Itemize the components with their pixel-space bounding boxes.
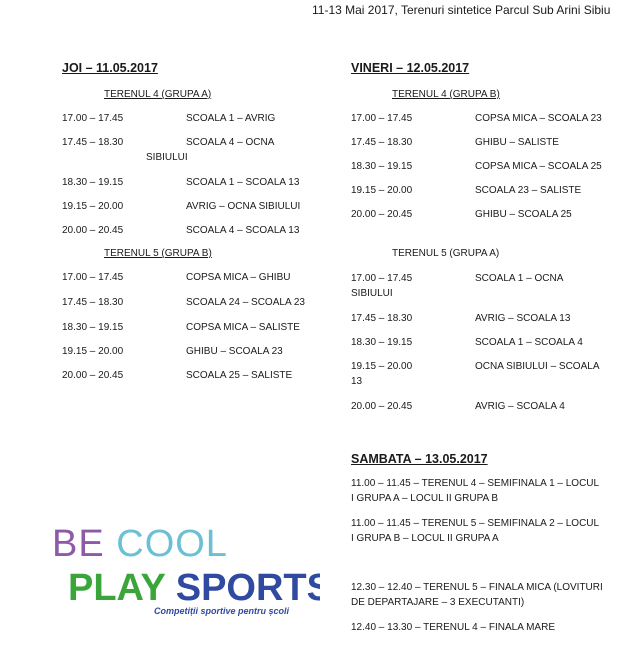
thu-a-match-5: SCOALA 4 – SCOALA 13 bbox=[186, 225, 300, 236]
fri-b-time-3: 18.30 – 19.15 bbox=[351, 161, 413, 172]
sat-item-2-line-1: 11.00 – 11.45 – TERENUL 5 – SEMIFINALA 2 – LOCUL bbox=[351, 518, 600, 529]
group-title-thu-a: TERENUL 4 (GRUPA A) bbox=[104, 89, 212, 100]
fri-a-match-4: OCNA SIBIULUI – SCOALA bbox=[475, 361, 600, 372]
day-title-thursday: JOI – 11.05.2017 bbox=[62, 61, 158, 75]
fri-b-match-1: COPSA MICA – SCOALA 23 bbox=[475, 113, 602, 124]
thu-a-match-2-cont: SIBIULUI bbox=[146, 152, 188, 163]
fri-a-time-1: 17.00 – 17.45 bbox=[351, 273, 413, 284]
runner-stripes-graphic bbox=[20, 440, 320, 620]
group-title-fri-a: TERENUL 5 (GRUPA A) bbox=[392, 248, 500, 259]
thu-a-match-4: AVRIG – OCNA SIBIULUI bbox=[186, 201, 301, 212]
fri-a-match-3: SCOALA 1 – SCOALA 4 bbox=[475, 337, 583, 348]
thu-b-match-1: COPSA MICA – GHIBU bbox=[186, 272, 291, 283]
fri-b-time-5: 20.00 – 20.45 bbox=[351, 209, 413, 220]
thu-b-time-4: 19.15 – 20.00 bbox=[62, 346, 124, 357]
sat-item-1-line-1: 11.00 – 11.45 – TERENUL 4 – SEMIFINALA 1 – LOCUL bbox=[351, 478, 600, 489]
thu-a-time-1: 17.00 – 17.45 bbox=[62, 113, 124, 124]
thu-a-time-5: 20.00 – 20.45 bbox=[62, 225, 124, 236]
logo-tagline: Competiții sportive pentru școli bbox=[154, 606, 290, 616]
fri-b-match-2: GHIBU – SALISTE bbox=[475, 137, 559, 148]
fri-a-match-1: SCOALA 1 – OCNA bbox=[475, 273, 564, 284]
fri-b-match-4: SCOALA 23 – SALISTE bbox=[475, 185, 582, 196]
sat-item-1-line-2: I GRUPA A – LOCUL II GRUPA B bbox=[351, 493, 499, 504]
thu-a-match-2: SCOALA 4 – OCNA bbox=[186, 137, 275, 148]
logo-play-sports: PLAY SPORTS bbox=[68, 567, 320, 609]
logo-be-cool: BE COOL bbox=[52, 523, 228, 565]
be-cool-play-sports-logo bbox=[20, 440, 320, 620]
thu-a-time-2: 17.45 – 18.30 bbox=[62, 137, 124, 148]
fri-a-time-3: 18.30 – 19.15 bbox=[351, 337, 413, 348]
sat-item-3-line-2: DE DEPARTAJARE – 3 EXECUTANTI) bbox=[351, 597, 525, 608]
thu-b-time-3: 18.30 – 19.15 bbox=[62, 322, 124, 333]
day-title-saturday: SAMBATA – 13.05.2017 bbox=[351, 452, 488, 466]
thu-a-time-3: 18.30 – 19.15 bbox=[62, 177, 124, 188]
thu-b-time-2: 17.45 – 18.30 bbox=[62, 297, 124, 308]
fri-b-time-2: 17.45 – 18.30 bbox=[351, 137, 413, 148]
sat-item-3-line-1: 12.30 – 12.40 – TERENUL 5 – FINALA MICA (LOVITURI bbox=[351, 582, 603, 593]
fri-a-time-2: 17.45 – 18.30 bbox=[351, 313, 413, 324]
thu-b-match-4: GHIBU – SCOALA 23 bbox=[186, 346, 283, 357]
sat-item-4-line-1: 12.40 – 13.30 – TERENUL 4 – FINALA MARE bbox=[351, 622, 555, 633]
fri-a-match-4-cont: 13 bbox=[351, 376, 363, 387]
fri-a-match-1-cont: SIBIULUI bbox=[351, 288, 393, 299]
thu-a-time-4: 19.15 – 20.00 bbox=[62, 201, 124, 212]
thu-b-match-3: COPSA MICA – SALISTE bbox=[186, 322, 300, 333]
fri-b-match-3: COPSA MICA – SCOALA 25 bbox=[475, 161, 602, 172]
thu-b-time-5: 20.00 – 20.45 bbox=[62, 370, 124, 381]
thu-a-match-3: SCOALA 1 – SCOALA 13 bbox=[186, 177, 300, 188]
fri-b-time-1: 17.00 – 17.45 bbox=[351, 113, 413, 124]
fri-b-time-4: 19.15 – 20.00 bbox=[351, 185, 413, 196]
thu-b-match-5: SCOALA 25 – SALISTE bbox=[186, 370, 293, 381]
group-title-thu-b: TERENUL 5 (GRUPA B) bbox=[104, 248, 212, 259]
fri-a-match-5: AVRIG – SCOALA 4 bbox=[475, 401, 565, 412]
thu-b-time-1: 17.00 – 17.45 bbox=[62, 272, 124, 283]
group-title-fri-b: TERENUL 4 (GRUPA B) bbox=[392, 89, 500, 100]
thu-a-match-1: SCOALA 1 – AVRIG bbox=[186, 113, 276, 124]
fri-a-time-5: 20.00 – 20.45 bbox=[351, 401, 413, 412]
event-header: 11-13 Mai 2017, Terenuri sintetice Parcul Sub Arini Sibiu bbox=[312, 3, 611, 17]
fri-a-match-2: AVRIG – SCOALA 13 bbox=[475, 313, 571, 324]
fri-b-match-5: GHIBU – SCOALA 25 bbox=[475, 209, 572, 220]
fri-a-time-4: 19.15 – 20.00 bbox=[351, 361, 413, 372]
thu-b-match-2: SCOALA 24 – SCOALA 23 bbox=[186, 297, 305, 308]
day-title-friday: VINERI – 12.05.2017 bbox=[351, 61, 470, 75]
sat-item-2-line-2: I GRUPA B – LOCUL II GRUPA A bbox=[351, 533, 499, 544]
